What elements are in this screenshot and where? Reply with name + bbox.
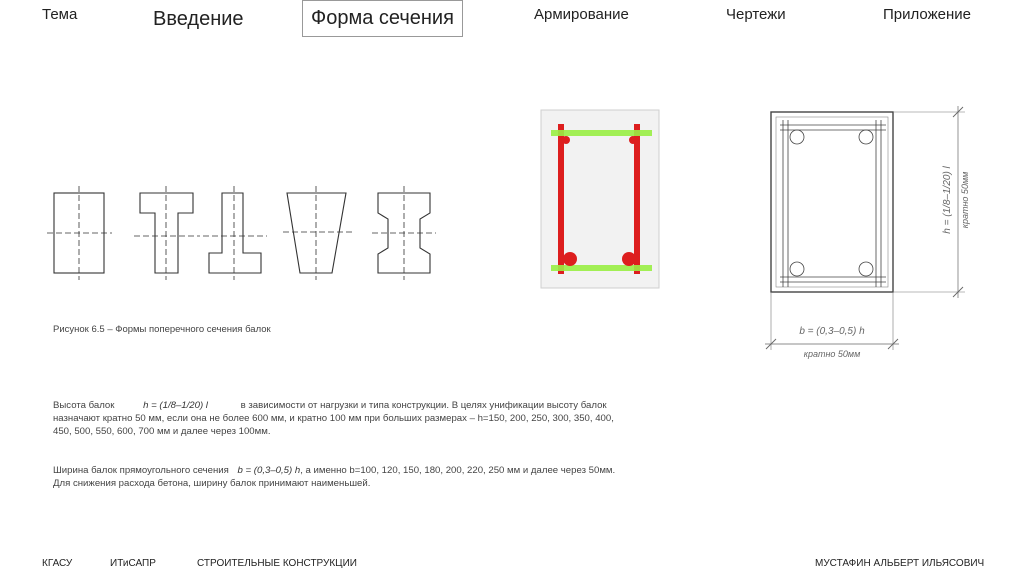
beam-dimension-drawing <box>765 106 965 350</box>
width-formula-label: b = (0,3–0,5) h <box>799 326 865 337</box>
footer-org: КГАСУ <box>42 558 73 569</box>
inverted-t-section <box>203 186 267 280</box>
nav-tab-reinforcement[interactable]: Армирование <box>534 6 629 23</box>
nav-tab-topic[interactable]: Тема <box>42 6 78 23</box>
width-formula-inline: b = (0,3–0,5) h <box>237 465 301 476</box>
nav-tab-drawings[interactable]: Чертежи <box>726 6 786 23</box>
bottom-stirrup <box>551 265 652 271</box>
nav-tab-appendix[interactable]: Приложение <box>883 6 971 23</box>
height-formula-label: h = (1/8–1/20) l <box>942 166 953 234</box>
height-paragraph-line-2: назначают кратно 50 мм, если она не более 600 мм, и кратно 100 мм при больших размерах – h=150, 200, 250, 300, 350, 400, <box>53 413 614 424</box>
rectangular-section <box>47 186 112 280</box>
nav-tab-introduction[interactable]: Введение <box>153 8 244 30</box>
footer-subject: СТРОИТЕЛЬНЫЕ КОНСТРУКЦИИ <box>197 558 357 569</box>
nav-tab-section-shape[interactable]: Форма сечения <box>302 0 463 37</box>
height-formula-inline: h = (1/8–1/20) l <box>143 400 208 411</box>
footer-dept: ИТиСАПР <box>110 558 156 569</box>
height-multiple-note: кратно 50мм <box>960 171 970 229</box>
top-stirrup <box>551 130 652 136</box>
height-paragraph-line-3: 450, 500, 550, 600, 700 мм и далее через 100мм. <box>53 426 271 437</box>
figure-caption: Рисунок 6.5 – Формы поперечного сечения балок <box>53 324 271 335</box>
beam-shapes <box>47 186 436 280</box>
bottom-right-bar <box>622 252 636 266</box>
width-paragraph-line-2: Для снижения расхода бетона, ширину балок принимают наименьшей. <box>53 478 371 489</box>
height-paragraph-line-1: Высота балок h = (1/8–1/20) l в зависимости от нагрузки и типа конструкции. В целях унификации высоту балок <box>53 400 607 411</box>
left-rebar <box>558 124 564 274</box>
bottom-left-bar <box>563 252 577 266</box>
t-section <box>134 186 200 280</box>
footer-author: МУСТАФИН АЛЬБЕРТ ИЛЬЯСОВИЧ <box>815 558 985 569</box>
i-section <box>372 186 436 280</box>
width-paragraph-line-1: Ширина балок прямоугольного сечения b = (0,3–0,5) h, а именно b=100, 120, 150, 180, 200, 220, 250 мм и далее через 50мм. <box>53 465 616 476</box>
width-multiple-note: кратно 50мм <box>803 349 861 359</box>
right-rebar <box>634 124 640 274</box>
reinforcement-scheme <box>541 110 659 288</box>
trapezoid-section <box>283 186 352 280</box>
